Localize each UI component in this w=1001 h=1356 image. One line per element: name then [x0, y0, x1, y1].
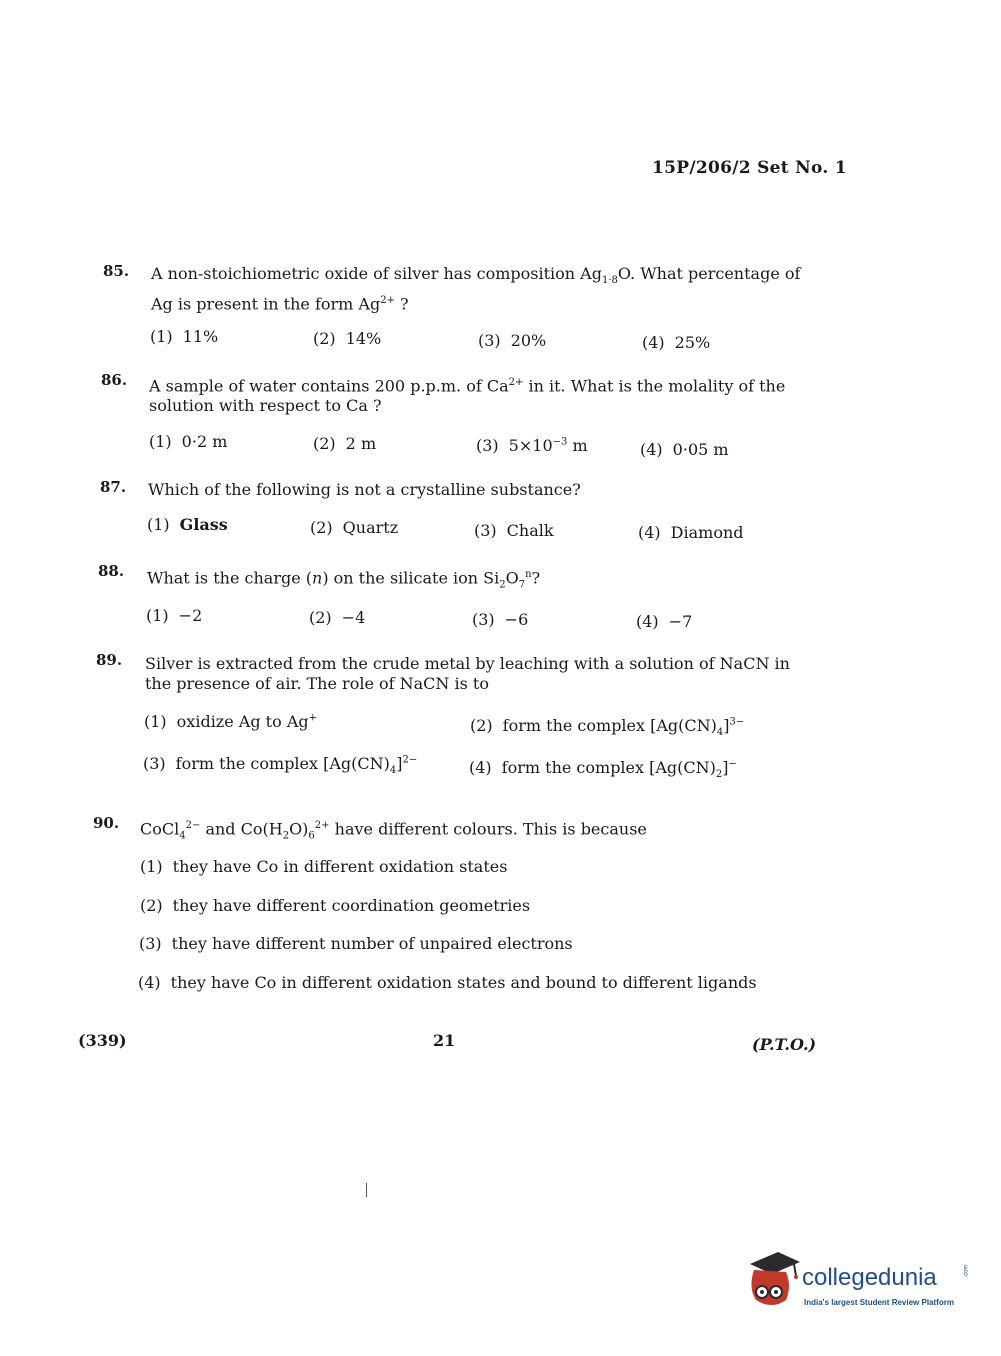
question-number: 85. — [103, 262, 130, 280]
mascot-icon — [742, 1248, 802, 1312]
question-number: 88. — [98, 562, 125, 580]
option-4[interactable]: (4) −7 — [636, 612, 693, 631]
question-number: 86. — [101, 371, 128, 389]
option-1[interactable]: (1) 11% — [150, 327, 219, 346]
option-2[interactable]: (2) 2 m — [313, 434, 377, 453]
question-number: 89. — [96, 651, 123, 669]
logo-wordmark: collegedunia — [802, 1264, 937, 1291]
option-4[interactable]: (4) 0·05 m — [640, 440, 729, 459]
question-text: What is the charge (n) on the silicate ion $Si_2O_7^n$? — [147, 568, 541, 591]
option-4[interactable]: (4) Diamond — [638, 523, 744, 542]
question-text: Which of the following is not a crystalline substance? — [148, 480, 581, 499]
question-text: A non-stoichiometric oxide of silver has composition $Ag_{1\cdot 8}O$. What percentage of Ag is present in the form $Ag^{2+}$ ? — [151, 264, 801, 314]
logo-tagline: India's largest Student Review Platform — [804, 1298, 954, 1307]
logo-com: .com — [963, 1264, 970, 1278]
option-1[interactable]: (1) oxidize Ag to Ag+ — [144, 712, 318, 731]
option-3[interactable]: (3) −6 — [472, 610, 529, 629]
option-1[interactable]: (1) they have Co in different oxidation states — [140, 857, 508, 876]
option-3[interactable]: (3) form the complex $[Ag(CN)_4]^{2-}$ — [143, 754, 418, 777]
option-4[interactable]: (4) they have Co in different oxidation states and bound to different ligands — [138, 973, 757, 992]
option-2[interactable]: (2) Quartz — [310, 518, 399, 537]
option-2[interactable]: (2) they have different coordination geometries — [140, 896, 531, 915]
question-number: 90. — [93, 814, 120, 832]
pto-label: (P.T.O.) — [752, 1035, 817, 1054]
question-text: Silver is extracted from the crude metal by leaching with a solution of NaCN in the presence of air. The role of NaCN is to — [145, 654, 790, 693]
option-4[interactable]: (4) form the complex $[Ag(CN)_2]^-$ — [469, 758, 737, 781]
option-2[interactable]: (2) form the complex $[Ag(CN)_4]^{3-}$ — [470, 716, 745, 739]
option-1[interactable]: (1) −2 — [146, 606, 203, 625]
option-1[interactable]: (1) 0·2 m — [149, 432, 228, 451]
collegedunia-logo — [742, 1248, 972, 1318]
option-3[interactable]: (3) 20% — [478, 331, 547, 350]
scan-mark — [366, 1183, 367, 1197]
question-text: A sample of water contains 200 p.p.m. of $Ca^{2+}$ in it. What is the molality of the solution with respect to Ca ? — [149, 376, 786, 416]
option-1[interactable]: (1) Glass — [147, 515, 228, 534]
option-4[interactable]: (4) 25% — [642, 333, 711, 352]
question-text: CoCl$_4^{2-}$ and $Co(H_2O)_6^{2+}$ have different colours. This is because — [140, 819, 647, 842]
question-number: 87. — [100, 478, 127, 496]
page-number: 21 — [433, 1031, 456, 1050]
footer-left-code: (339) — [78, 1031, 127, 1050]
option-3[interactable]: (3) $5\times 10^{-3}$ m — [476, 436, 588, 455]
option-2[interactable]: (2) 14% — [313, 329, 382, 348]
option-2[interactable]: (2) −4 — [309, 608, 366, 627]
option-3[interactable]: (3) Chalk — [474, 521, 554, 540]
option-3[interactable]: (3) they have different number of unpaired electrons — [139, 934, 573, 953]
paper-code: 15P/206/2 Set No. 1 — [652, 158, 847, 178]
